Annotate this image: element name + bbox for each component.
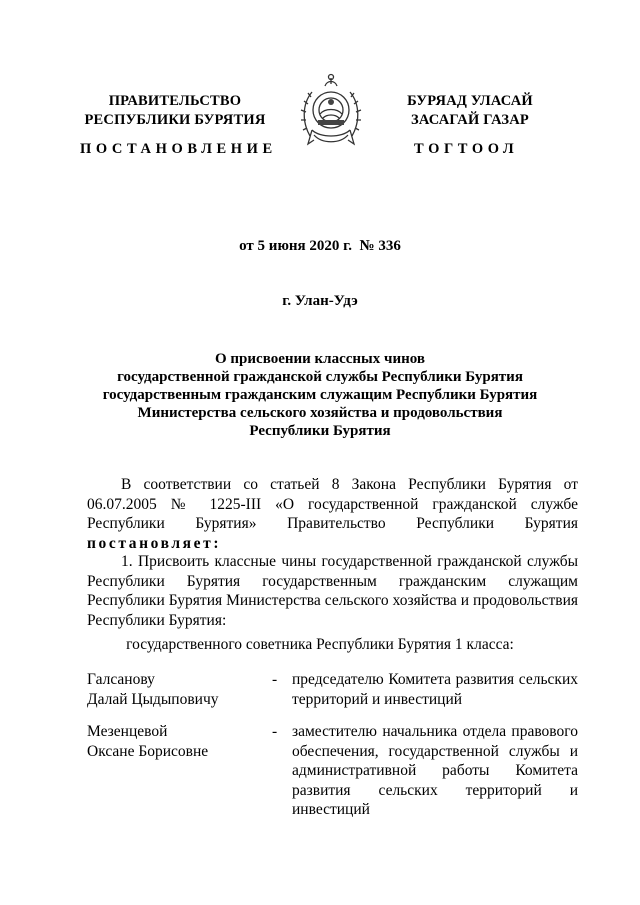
appointee-given-names: Оксане Борисовне bbox=[87, 742, 209, 760]
rank-heading: государственного советника Республики Бурятия 1 класса: bbox=[126, 636, 514, 653]
appointee-surname: Галсанову bbox=[87, 671, 155, 688]
preamble-paragraph bbox=[87, 475, 578, 553]
resolves-keyword: постановляет: bbox=[87, 534, 222, 552]
document-type-buryat: ТОГТООЛ bbox=[414, 141, 519, 157]
subject-line: Министерства сельского хозяйства и продовольствия bbox=[137, 405, 503, 421]
issuer-line: ПРАВИТЕЛЬСТВО bbox=[108, 93, 242, 109]
subject-line: Республики Бурятия bbox=[249, 423, 391, 439]
issuer-name-russian bbox=[60, 92, 290, 130]
coat-of-arms-graphic bbox=[298, 72, 364, 156]
appointee-position: председателю Комитета развития сельских территорий и инвестиций bbox=[292, 671, 578, 708]
document-subject bbox=[60, 350, 580, 440]
appointee-name bbox=[87, 670, 267, 709]
dash-separator: - bbox=[272, 723, 278, 740]
appointee-given-names: Далай Цыдыповичу bbox=[87, 690, 219, 708]
issuer-line: ЗАСАГАЙ ГАЗАР bbox=[411, 112, 529, 128]
subject-line: О присвоении классных чинов bbox=[215, 351, 425, 367]
issuer-name-buryat bbox=[360, 92, 580, 130]
city: г. Улан-Удэ bbox=[282, 293, 358, 309]
clause-1-paragraph: 1. Присвоить классные чины государственной гражданской службы Республики Бурятия государственным гражданским служащим Республики Бурятия Министерства сельского хозяйства и продовольствия Республики Бурятия: bbox=[87, 553, 578, 629]
issuer-line: БУРЯАД УЛАСАЙ bbox=[407, 93, 533, 109]
issuer-line: РЕСПУБЛИКИ БУРЯТИЯ bbox=[84, 112, 266, 128]
document-type-russian: ПОСТАНОВЛЕНИЕ bbox=[80, 141, 277, 157]
subject-line: государственным гражданским служащим Республики Бурятия bbox=[102, 387, 538, 403]
date-and-number: от 5 июня 2020 г. № 336 bbox=[239, 238, 401, 254]
appointee-surname: Мезенцевой bbox=[87, 723, 168, 740]
appointee-position: заместителю начальника отдела правового обеспечения, государственной службы и административной работы Комитета развития сельских территорий и инвестиций bbox=[292, 723, 578, 818]
appointee-name bbox=[87, 722, 267, 761]
coat-of-arms-icon bbox=[298, 72, 364, 156]
subject-line: государственной гражданской службы Республики Бурятия bbox=[117, 369, 523, 385]
dash-separator: - bbox=[272, 671, 278, 688]
preamble-text: В соответствии со статьей 8 Закона Республики Бурятия от 06.07.2005 № 1225-III «О государственной гражданской службе Республики Бурятия» Правительство Республики Бурятия bbox=[87, 476, 578, 532]
